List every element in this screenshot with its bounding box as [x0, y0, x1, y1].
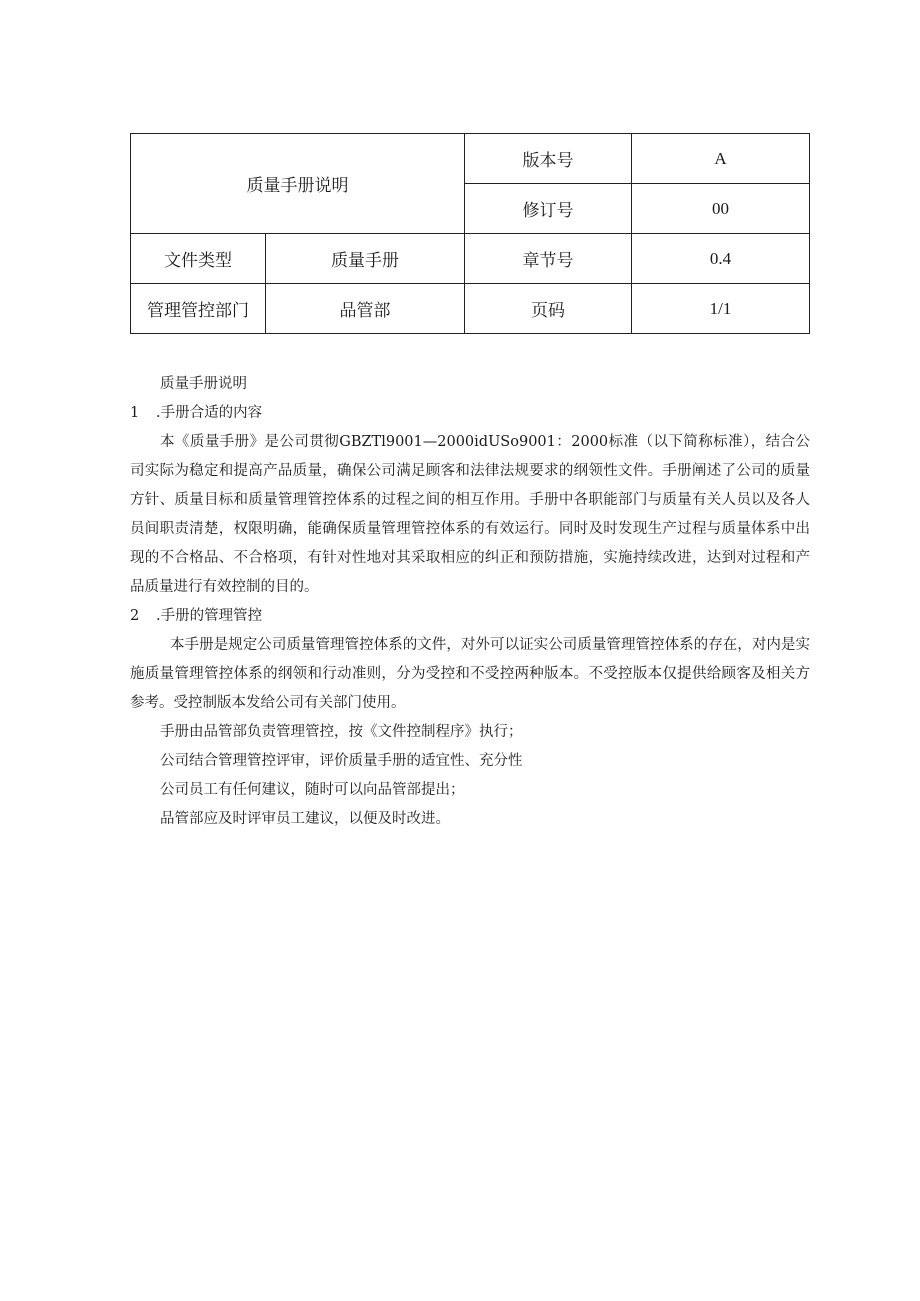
list-item: 公司员工有任何建议，随时可以向品管部提出；	[160, 782, 465, 798]
version-label: 版本号	[465, 134, 632, 184]
doc-title-cell: 质量手册说明	[131, 134, 465, 234]
section-2-number: 2	[130, 608, 140, 624]
section-1-heading-text: .手册合适的内容	[156, 405, 263, 421]
page-value: 1/1	[632, 284, 810, 334]
list-item: 品管部应及时评审员工建议，以便及时改进。	[160, 811, 450, 827]
section-2-heading-text: .手册的管理管控	[156, 608, 263, 624]
section-1-number: 1	[130, 405, 140, 421]
list-item: 手册由品管部负责管理管控，按《文件控制程序》执行；	[160, 724, 523, 740]
document-body	[130, 370, 810, 834]
section-2-heading	[130, 602, 810, 631]
dept-value: 品管部	[266, 284, 465, 334]
body-title: 质量手册说明	[160, 376, 247, 392]
revision-label: 修订号	[465, 184, 632, 234]
dept-label: 管理管控部门	[131, 284, 266, 334]
file-type-value: 质量手册	[266, 234, 465, 284]
list-item: 公司结合管理管控评审，评价质量手册的适宜性、充分性	[160, 753, 523, 769]
section-1-paragraph: 本《质量手册》是公司贯彻GBZTl9001—2000idUSo9001：2000标准（以下简称标准），结合公司实际为稳定和提高产品质量，确保公司满足顾客和法律法规要求的纲领性文件。手册阐述了公司的质量方针、质量目标和质量管理管控体系的过程之间的相互作用。手册中各职能部门与质量有关人员以及各人员间职责清楚，权限明确，能确保质量管理管控体系的有效运行。同时及时发现生产过程与质量体系中出现的不合格品、不合格项，有针对性地对其采取相应的纠正和预防措施，实施持续改进，达到对过程和产品质量进行有效控制的目的。	[130, 434, 810, 595]
chapter-value: 0.4	[632, 234, 810, 284]
version-value: A	[632, 134, 810, 184]
revision-value: 00	[632, 184, 810, 234]
header-row-file-type	[131, 234, 810, 284]
header-row-dept	[131, 284, 810, 334]
chapter-label: 章节号	[465, 234, 632, 284]
header-row-version	[131, 134, 810, 184]
document-header-table	[130, 133, 810, 334]
section-1-heading	[130, 399, 810, 428]
file-type-label: 文件类型	[131, 234, 266, 284]
page-label: 页码	[465, 284, 632, 334]
section-2-paragraph: 本手册是规定公司质量管理管控体系的文件，对外可以证实公司质量管理管控体系的存在，对内是实施质量管理管控体系的纲领和行动准则，分为受控和不受控两种版本。不受控版本仅提供给顾客及相关方参考。受控制版本发给公司有关部门使用。	[130, 637, 810, 711]
